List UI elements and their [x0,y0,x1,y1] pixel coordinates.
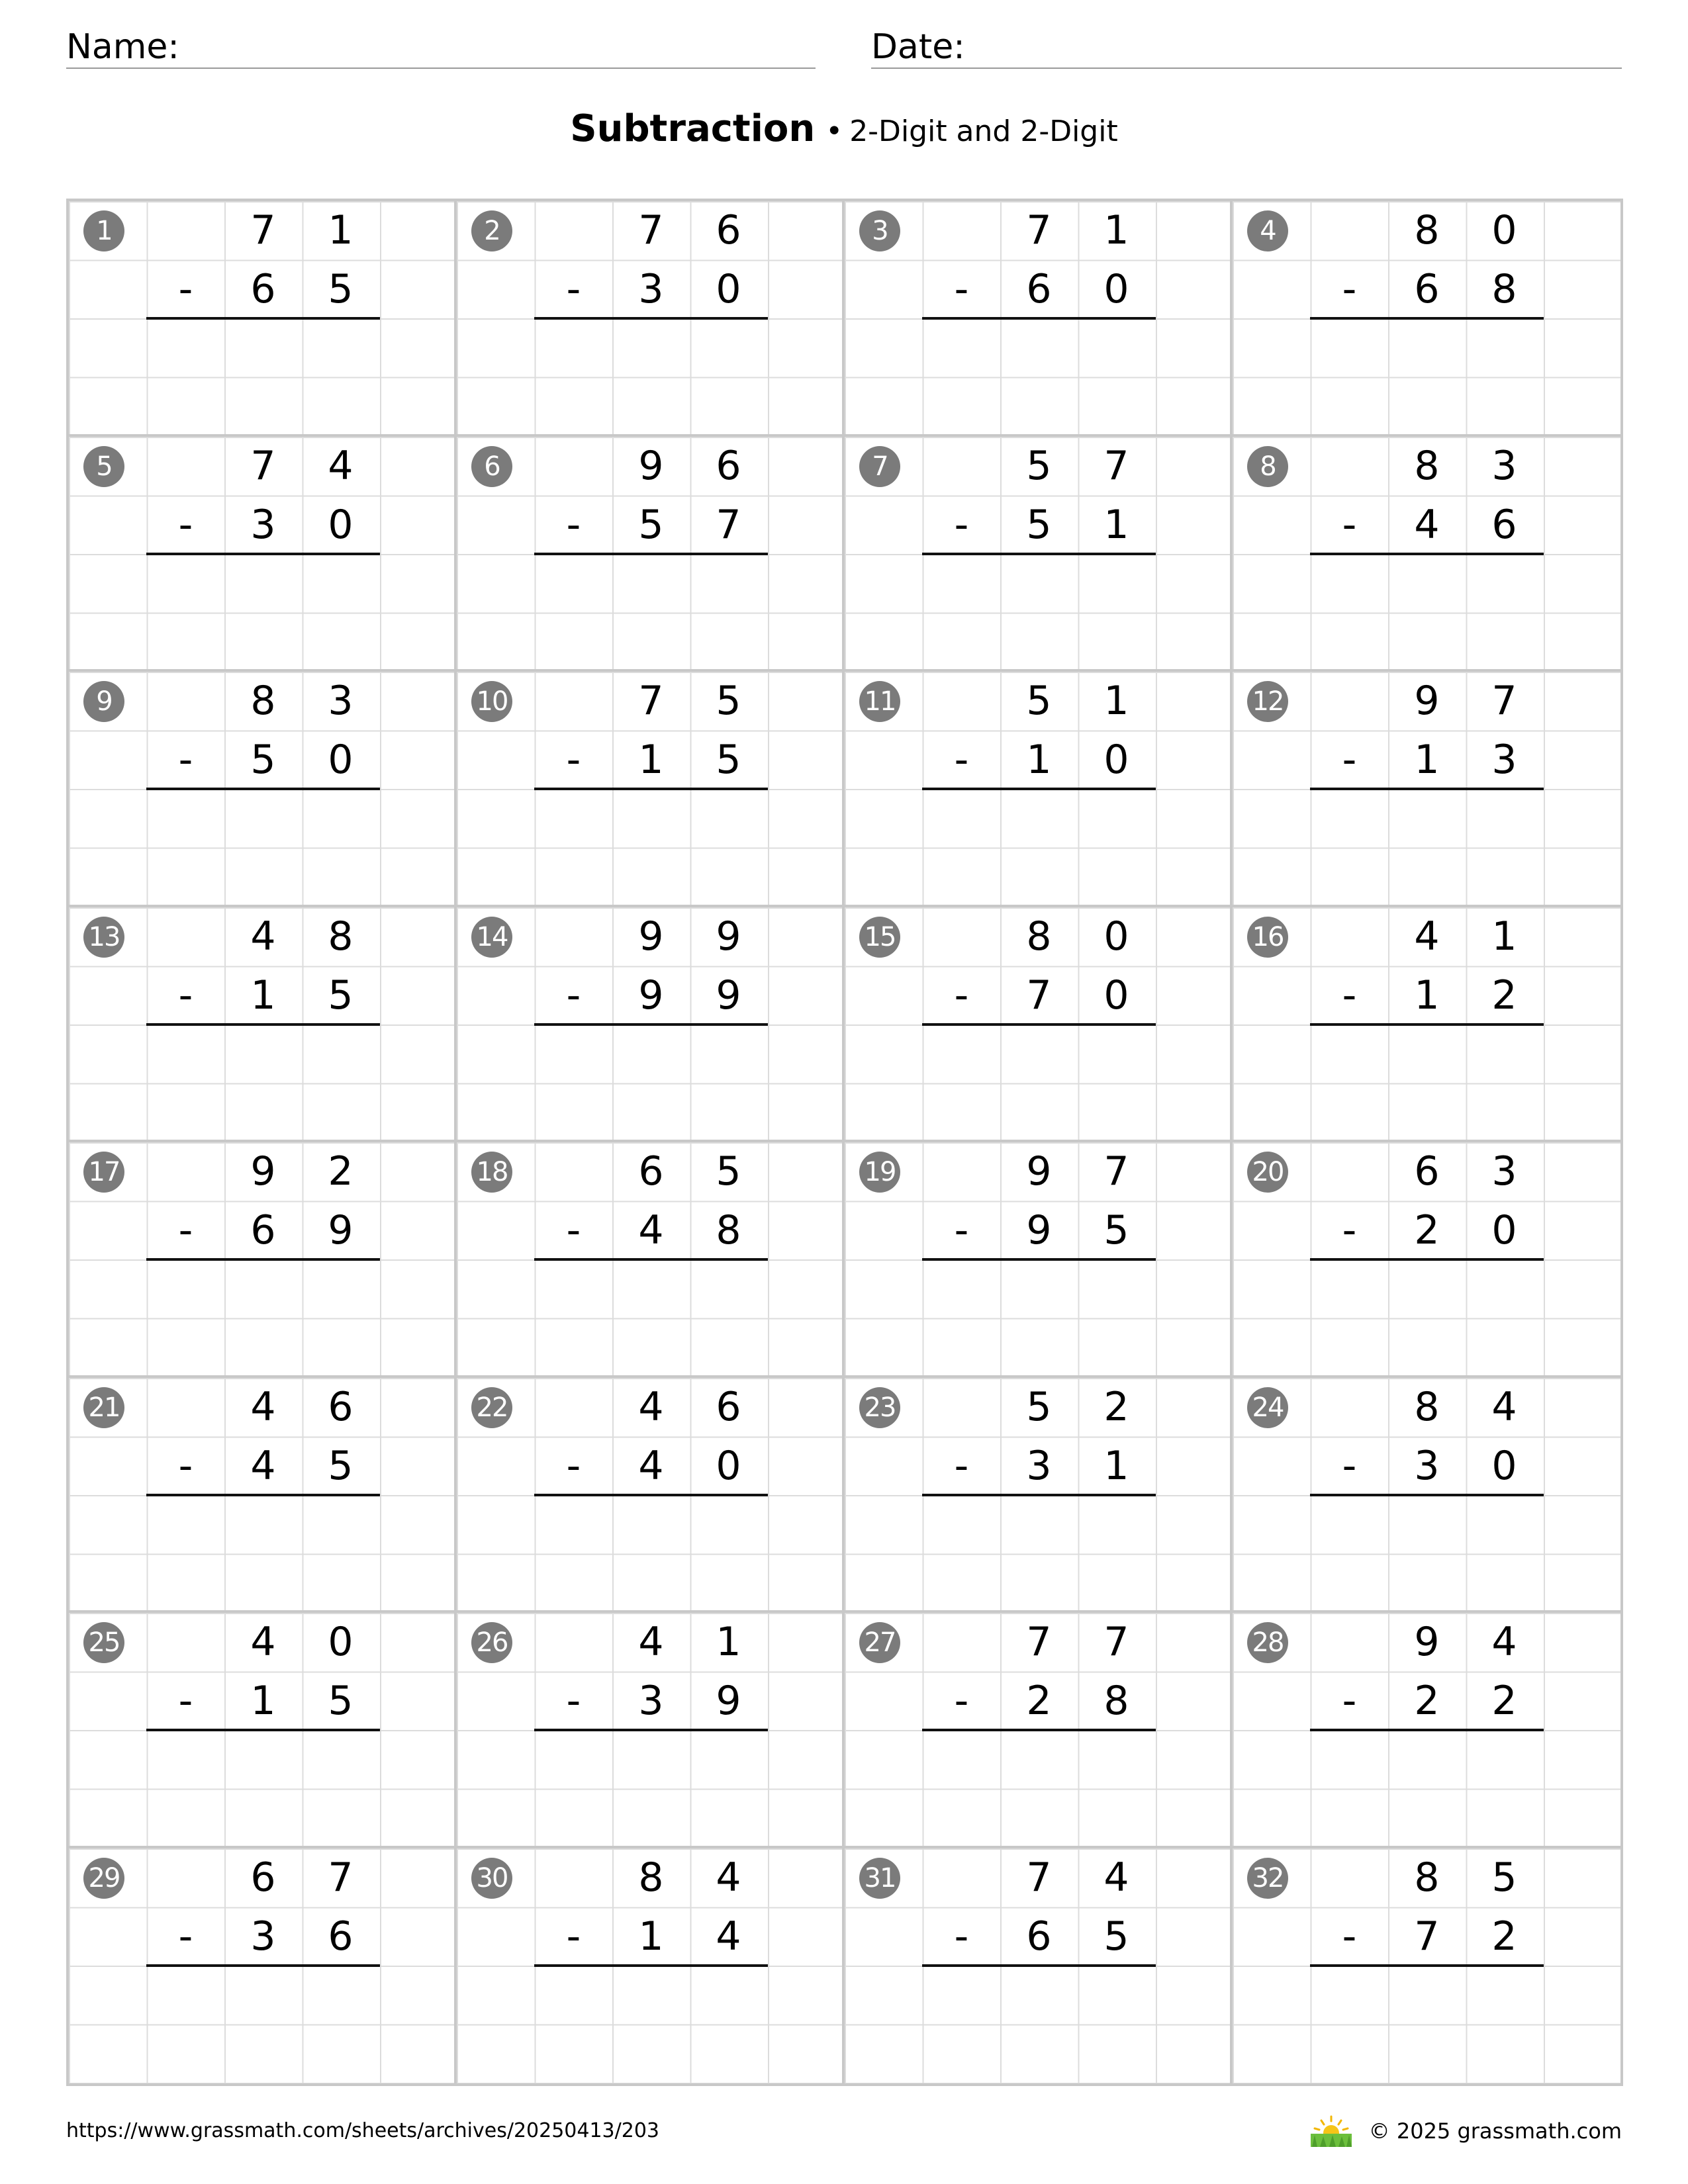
answer-line [146,788,380,790]
answer-line [922,1023,1156,1026]
answer-line [534,1729,768,1731]
problem-number-badge: 5 [83,446,124,487]
minus-sign: - [1342,972,1357,1019]
minuend-ones-digit: 1 [328,207,353,253]
answer-line [922,1494,1156,1496]
minus-sign: - [178,1442,193,1489]
subtrahend-ones-digit: 9 [716,1678,741,1724]
minus-sign: - [566,1442,581,1489]
minus-sign: - [954,1442,969,1489]
answer-line [1310,788,1544,790]
subtrahend-ones-digit: 7 [716,501,741,548]
answer-line [146,553,380,555]
problem-8 [1233,437,1620,672]
problem-number-badge: 27 [859,1622,900,1663]
minuend-tens-digit: 6 [1414,1148,1440,1195]
problem-9 [69,672,457,907]
subtrahend-ones-digit: 3 [1491,737,1517,783]
answer-line [1310,1494,1544,1496]
minuend-ones-digit: 1 [1103,678,1129,724]
minus-sign: - [954,972,969,1019]
minuend-ones-digit: 6 [328,1383,353,1430]
problem-number-badge: 15 [859,917,900,958]
minuend-ones-digit: 7 [328,1854,353,1901]
minuend-tens-digit: 9 [1414,678,1440,724]
problem-3 [845,201,1233,437]
minuend-ones-digit: 0 [1103,913,1129,960]
answer-line [534,317,768,320]
problem-number-badge: 6 [471,446,512,487]
minuend-ones-digit: 8 [328,913,353,960]
problem-number-badge: 22 [471,1387,512,1428]
minuend-tens-digit: 7 [1026,1619,1052,1665]
minus-sign: - [1342,501,1357,548]
minus-sign: - [566,501,581,548]
grass-sun-logo-icon [1308,2115,1354,2147]
answer-line [534,1258,768,1261]
subtrahend-tens-digit: 3 [638,1678,664,1724]
minus-sign: - [178,1207,193,1253]
minuend-ones-digit: 6 [716,442,741,489]
minus-sign: - [1342,1678,1357,1724]
problem-16 [1233,907,1620,1143]
minus-sign: - [178,501,193,548]
problem-number-badge: 16 [1247,917,1288,958]
problem-number-badge: 30 [471,1858,512,1899]
title-bullet: • [825,114,843,148]
subtrahend-tens-digit: 3 [1414,1442,1440,1489]
subtrahend-ones-digit: 0 [716,1442,741,1489]
subtrahend-tens-digit: 6 [250,1207,276,1253]
problem-number-badge: 7 [859,446,900,487]
minus-sign: - [1342,266,1357,312]
answer-line [922,317,1156,320]
minuend-ones-digit: 4 [716,1854,741,1901]
title-subtitle: 2-Digit and 2-Digit [849,114,1118,148]
minuend-tens-digit: 6 [638,1148,664,1195]
minus-sign: - [178,1913,193,1960]
answer-line [534,553,768,555]
problem-number-badge: 10 [471,681,512,722]
problem-number-badge: 21 [83,1387,124,1428]
subtrahend-tens-digit: 3 [250,1913,276,1960]
subtrahend-ones-digit: 1 [1103,1442,1129,1489]
problem-number-badge: 11 [859,681,900,722]
subtrahend-ones-digit: 5 [1103,1207,1129,1253]
problem-24 [1233,1378,1620,1614]
problem-20 [1233,1142,1620,1378]
minuend-ones-digit: 1 [716,1619,741,1665]
subtrahend-ones-digit: 9 [328,1207,353,1253]
subtrahend-tens-digit: 6 [250,266,276,312]
problem-number-badge: 3 [859,210,900,251]
subtrahend-ones-digit: 5 [1103,1913,1129,1960]
answer-line [534,1494,768,1496]
minus-sign: - [1342,1207,1357,1253]
subtrahend-tens-digit: 6 [1414,266,1440,312]
answer-line [1310,1258,1544,1261]
name-label: Name: [66,27,179,67]
answer-line [534,1023,768,1026]
subtrahend-tens-digit: 3 [638,266,664,312]
problem-number-badge: 32 [1247,1858,1288,1899]
copyright-text: © 2025 grassmath.com [1368,2118,1622,2144]
minuend-tens-digit: 4 [638,1383,664,1430]
answer-line [146,1729,380,1731]
minuend-ones-digit: 9 [716,913,741,960]
minuend-ones-digit: 1 [1103,207,1129,253]
subtrahend-tens-digit: 6 [1026,1913,1052,1960]
problem-number-badge: 8 [1247,446,1288,487]
minuend-ones-digit: 0 [328,1619,353,1665]
minus-sign: - [566,1913,581,1960]
minus-sign: - [178,737,193,783]
problem-number-badge: 2 [471,210,512,251]
problem-29 [69,1848,457,2084]
minuend-tens-digit: 5 [1026,1383,1052,1430]
subtrahend-ones-digit: 0 [1103,266,1129,312]
minuend-ones-digit: 7 [1103,442,1129,489]
minuend-ones-digit: 4 [1103,1854,1129,1901]
subtrahend-tens-digit: 1 [1414,737,1440,783]
minus-sign: - [566,972,581,1019]
date-label: Date: [871,27,965,67]
title-main: Subtraction [570,107,816,150]
minuend-tens-digit: 8 [250,678,276,724]
problem-18 [457,1142,845,1378]
problem-28 [1233,1613,1620,1848]
minuend-ones-digit: 3 [328,678,353,724]
problem-number-badge: 18 [471,1152,512,1193]
minus-sign: - [566,266,581,312]
minus-sign: - [566,737,581,783]
minuend-tens-digit: 4 [638,1619,664,1665]
minus-sign: - [954,1913,969,1960]
subtrahend-tens-digit: 3 [250,501,276,548]
minuend-tens-digit: 9 [250,1148,276,1195]
problem-number-badge: 4 [1247,210,1288,251]
minuend-ones-digit: 7 [1103,1148,1129,1195]
minuend-tens-digit: 7 [1026,1854,1052,1901]
footer-url: https://www.grassmath.com/sheets/archives/20250413/203 [66,2119,660,2142]
problem-22 [457,1378,845,1614]
problem-number-badge: 25 [83,1622,124,1663]
problem-number-badge: 29 [83,1858,124,1899]
minus-sign: - [1342,1442,1357,1489]
minuend-tens-digit: 8 [1414,1383,1440,1430]
problem-15 [845,907,1233,1143]
problem-4 [1233,201,1620,437]
subtrahend-ones-digit: 5 [328,1442,353,1489]
subtrahend-ones-digit: 0 [1103,737,1129,783]
date-field [871,25,1622,69]
answer-line [146,1258,380,1261]
subtrahend-tens-digit: 7 [1414,1913,1440,1960]
minuend-tens-digit: 5 [1026,442,1052,489]
answer-line [146,317,380,320]
minuend-tens-digit: 9 [638,442,664,489]
subtrahend-ones-digit: 4 [716,1913,741,1960]
subtrahend-tens-digit: 1 [1414,972,1440,1019]
subtrahend-tens-digit: 1 [250,972,276,1019]
subtrahend-tens-digit: 6 [1026,266,1052,312]
minus-sign: - [954,266,969,312]
subtrahend-ones-digit: 8 [1491,266,1517,312]
problem-11 [845,672,1233,907]
problem-23 [845,1378,1233,1614]
problem-30 [457,1848,845,2084]
problem-number-badge: 28 [1247,1622,1288,1663]
minus-sign: - [1342,1913,1357,1960]
problem-number-badge: 24 [1247,1387,1288,1428]
subtrahend-tens-digit: 9 [638,972,664,1019]
answer-line [534,1964,768,1967]
subtrahend-tens-digit: 1 [1026,737,1052,783]
subtrahend-ones-digit: 0 [1491,1442,1517,1489]
problem-21 [69,1378,457,1614]
subtrahend-tens-digit: 3 [1026,1442,1052,1489]
minuend-ones-digit: 6 [716,207,741,253]
subtrahend-tens-digit: 4 [1414,501,1440,548]
answer-line [1310,317,1544,320]
answer-line [1310,553,1544,555]
subtrahend-ones-digit: 8 [716,1207,741,1253]
subtrahend-tens-digit: 9 [1026,1207,1052,1253]
answer-line [922,1729,1156,1731]
minuend-tens-digit: 7 [250,442,276,489]
subtrahend-ones-digit: 0 [328,501,353,548]
subtrahend-ones-digit: 0 [1491,1207,1517,1253]
problem-10 [457,672,845,907]
subtrahend-tens-digit: 1 [250,1678,276,1724]
minuend-ones-digit: 1 [1491,913,1517,960]
problem-31 [845,1848,1233,2084]
subtrahend-tens-digit: 4 [250,1442,276,1489]
problem-13 [69,907,457,1143]
minuend-tens-digit: 8 [1414,442,1440,489]
subtrahend-tens-digit: 7 [1026,972,1052,1019]
minus-sign: - [954,1207,969,1253]
subtrahend-ones-digit: 2 [1491,1913,1517,1960]
problem-25 [69,1613,457,1848]
answer-line [146,1964,380,1967]
problem-number-badge: 9 [83,681,124,722]
subtrahend-tens-digit: 2 [1414,1678,1440,1724]
minuend-tens-digit: 9 [1414,1619,1440,1665]
minuend-tens-digit: 4 [250,1383,276,1430]
minuend-tens-digit: 5 [1026,678,1052,724]
minuend-tens-digit: 9 [638,913,664,960]
problem-number-badge: 19 [859,1152,900,1193]
minuend-ones-digit: 0 [1491,207,1517,253]
answer-line [534,788,768,790]
subtrahend-ones-digit: 5 [328,972,353,1019]
problem-number-badge: 13 [83,917,124,958]
subtrahend-tens-digit: 1 [638,1913,664,1960]
minuend-tens-digit: 4 [1414,913,1440,960]
name-field [66,25,816,69]
minuend-ones-digit: 4 [1491,1383,1517,1430]
minuend-ones-digit: 5 [1491,1854,1517,1901]
subtrahend-tens-digit: 5 [250,737,276,783]
answer-line [922,1258,1156,1261]
subtrahend-ones-digit: 0 [1103,972,1129,1019]
subtrahend-ones-digit: 6 [1491,501,1517,548]
minuend-tens-digit: 7 [638,678,664,724]
subtrahend-tens-digit: 2 [1414,1207,1440,1253]
minuend-ones-digit: 4 [1491,1619,1517,1665]
problem-number-badge: 26 [471,1622,512,1663]
minuend-ones-digit: 6 [716,1383,741,1430]
problem-number-badge: 20 [1247,1152,1288,1193]
minus-sign: - [566,1207,581,1253]
minus-sign: - [954,501,969,548]
minus-sign: - [566,1678,581,1724]
problem-number-badge: 17 [83,1152,124,1193]
minuend-tens-digit: 9 [1026,1148,1052,1195]
minuend-ones-digit: 3 [1491,442,1517,489]
minus-sign: - [1342,737,1357,783]
minuend-tens-digit: 7 [1026,207,1052,253]
minuend-ones-digit: 4 [328,442,353,489]
minuend-tens-digit: 8 [1026,913,1052,960]
subtrahend-ones-digit: 1 [1103,501,1129,548]
minuend-ones-digit: 7 [1491,678,1517,724]
minuend-ones-digit: 3 [1491,1148,1517,1195]
problem-2 [457,201,845,437]
subtrahend-tens-digit: 2 [1026,1678,1052,1724]
subtrahend-ones-digit: 9 [716,972,741,1019]
footer-right [1308,2115,1622,2147]
problem-1 [69,201,457,437]
subtrahend-tens-digit: 5 [638,501,664,548]
minus-sign: - [178,266,193,312]
minuend-tens-digit: 8 [638,1854,664,1901]
minuend-ones-digit: 5 [716,1148,741,1195]
minuend-ones-digit: 7 [1103,1619,1129,1665]
worksheet-title [0,106,1688,161]
minus-sign: - [178,972,193,1019]
answer-line [146,1023,380,1026]
minus-sign: - [178,1678,193,1724]
minuend-ones-digit: 2 [328,1148,353,1195]
minuend-tens-digit: 7 [250,207,276,253]
minuend-tens-digit: 4 [250,1619,276,1665]
subtrahend-ones-digit: 5 [328,266,353,312]
problem-26 [457,1613,845,1848]
problem-number-badge: 1 [83,210,124,251]
problem-number-badge: 23 [859,1387,900,1428]
answer-line [146,1494,380,1496]
answer-line [922,1964,1156,1967]
minuend-tens-digit: 4 [250,913,276,960]
subtrahend-ones-digit: 0 [328,737,353,783]
subtrahend-ones-digit: 5 [716,737,741,783]
subtrahend-tens-digit: 4 [638,1442,664,1489]
minus-sign: - [954,737,969,783]
subtrahend-ones-digit: 2 [1491,972,1517,1019]
subtrahend-ones-digit: 8 [1103,1678,1129,1724]
problem-14 [457,907,845,1143]
answer-line [1310,1023,1544,1026]
subtrahend-tens-digit: 4 [638,1207,664,1253]
problem-number-badge: 31 [859,1858,900,1899]
answer-line [1310,1729,1544,1731]
minuend-tens-digit: 8 [1414,1854,1440,1901]
subtrahend-tens-digit: 1 [638,737,664,783]
problem-12 [1233,672,1620,907]
subtrahend-ones-digit: 0 [716,266,741,312]
subtrahend-ones-digit: 6 [328,1913,353,1960]
minuend-ones-digit: 2 [1103,1383,1129,1430]
problem-number-badge: 14 [471,917,512,958]
subtrahend-ones-digit: 2 [1491,1678,1517,1724]
problem-number-badge: 12 [1247,681,1288,722]
problem-19 [845,1142,1233,1378]
minuend-ones-digit: 5 [716,678,741,724]
problem-17 [69,1142,457,1378]
problem-grid [66,199,1623,2086]
answer-line [922,788,1156,790]
answer-line [922,553,1156,555]
problem-32 [1233,1848,1620,2084]
problem-7 [845,437,1233,672]
problem-5 [69,437,457,672]
minuend-tens-digit: 8 [1414,207,1440,253]
answer-line [1310,1964,1544,1967]
minuend-tens-digit: 6 [250,1854,276,1901]
minus-sign: - [954,1678,969,1724]
subtrahend-ones-digit: 5 [328,1678,353,1724]
minuend-tens-digit: 7 [638,207,664,253]
problem-27 [845,1613,1233,1848]
subtrahend-tens-digit: 5 [1026,501,1052,548]
problem-6 [457,437,845,672]
